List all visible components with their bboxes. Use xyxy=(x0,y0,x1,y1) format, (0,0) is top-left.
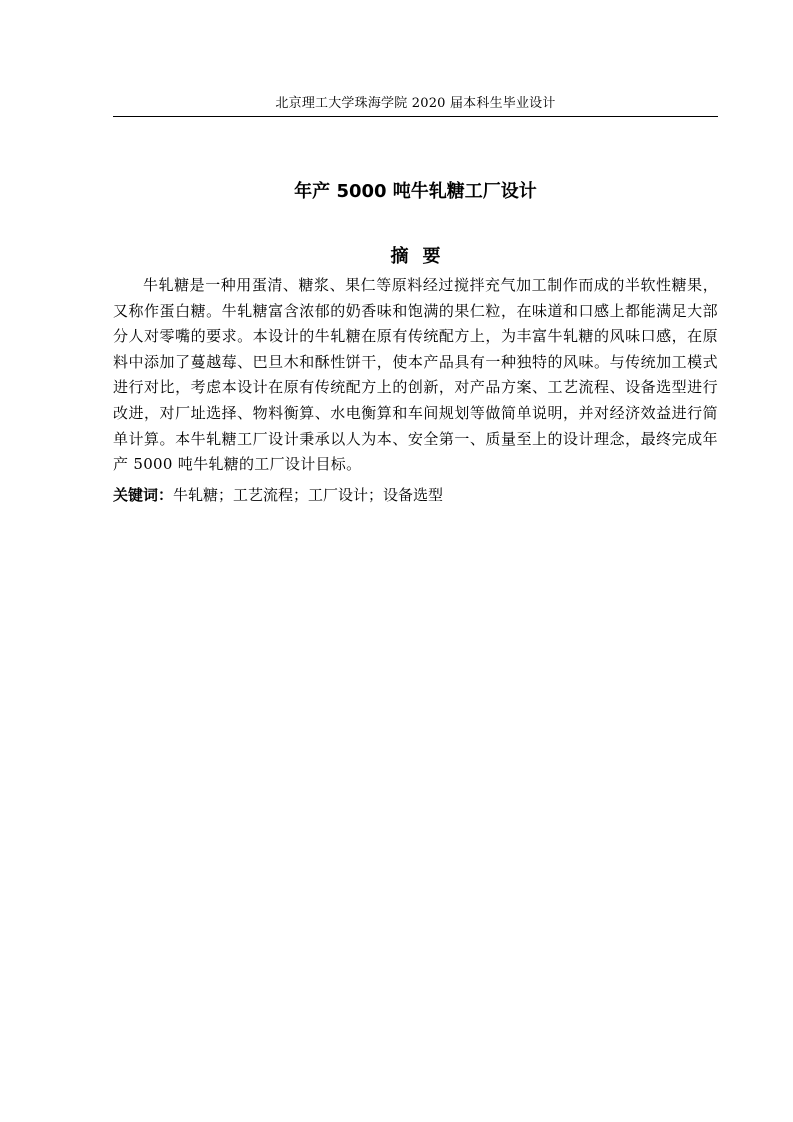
abstract-heading: 摘要 xyxy=(390,246,455,267)
keywords-line xyxy=(113,483,718,507)
abstract-body: 牛轧糖是一种用蛋清、糖浆、果仁等原料经过搅拌充气加工制作而成的半软性糖果，又称作蛋白糖。牛轧糖富含浓郁的奶香味和饱满的果仁粒，在味道和口感上都能满足大部分人对零嘴的要求。本设计的牛轧糖在原有传统配方上，为丰富牛轧糖的风味口感，在原料中添加了蔓越莓、巴旦木和酥性饼干，使本产品具有一种独特的风味。与传统加工模式进行对比，考虑本设计在原有传统配方上的创新，对产品方案、工艺流程、设备选型进行改进，对厂址选择、物料衡算、水电衡算和车间规划等做简单说明，并对经济效益进行简单计算。本牛轧糖工厂设计秉承以人为本、安全第一、质量至上的设计理念，最终完成年产 5000 吨牛轧糖的工厂设计目标。 xyxy=(113,276,718,474)
keywords-label: 关键词： xyxy=(113,486,174,504)
document-title: 年产 5000 吨牛轧糖工厂设计 xyxy=(294,181,537,202)
keywords-value: 牛轧糖；工艺流程；工厂设计；设备选型 xyxy=(173,486,444,504)
page-header-text: 北京理工大学珠海学院 2020 届本科生毕业设计 xyxy=(275,96,556,111)
page-header xyxy=(113,92,718,117)
